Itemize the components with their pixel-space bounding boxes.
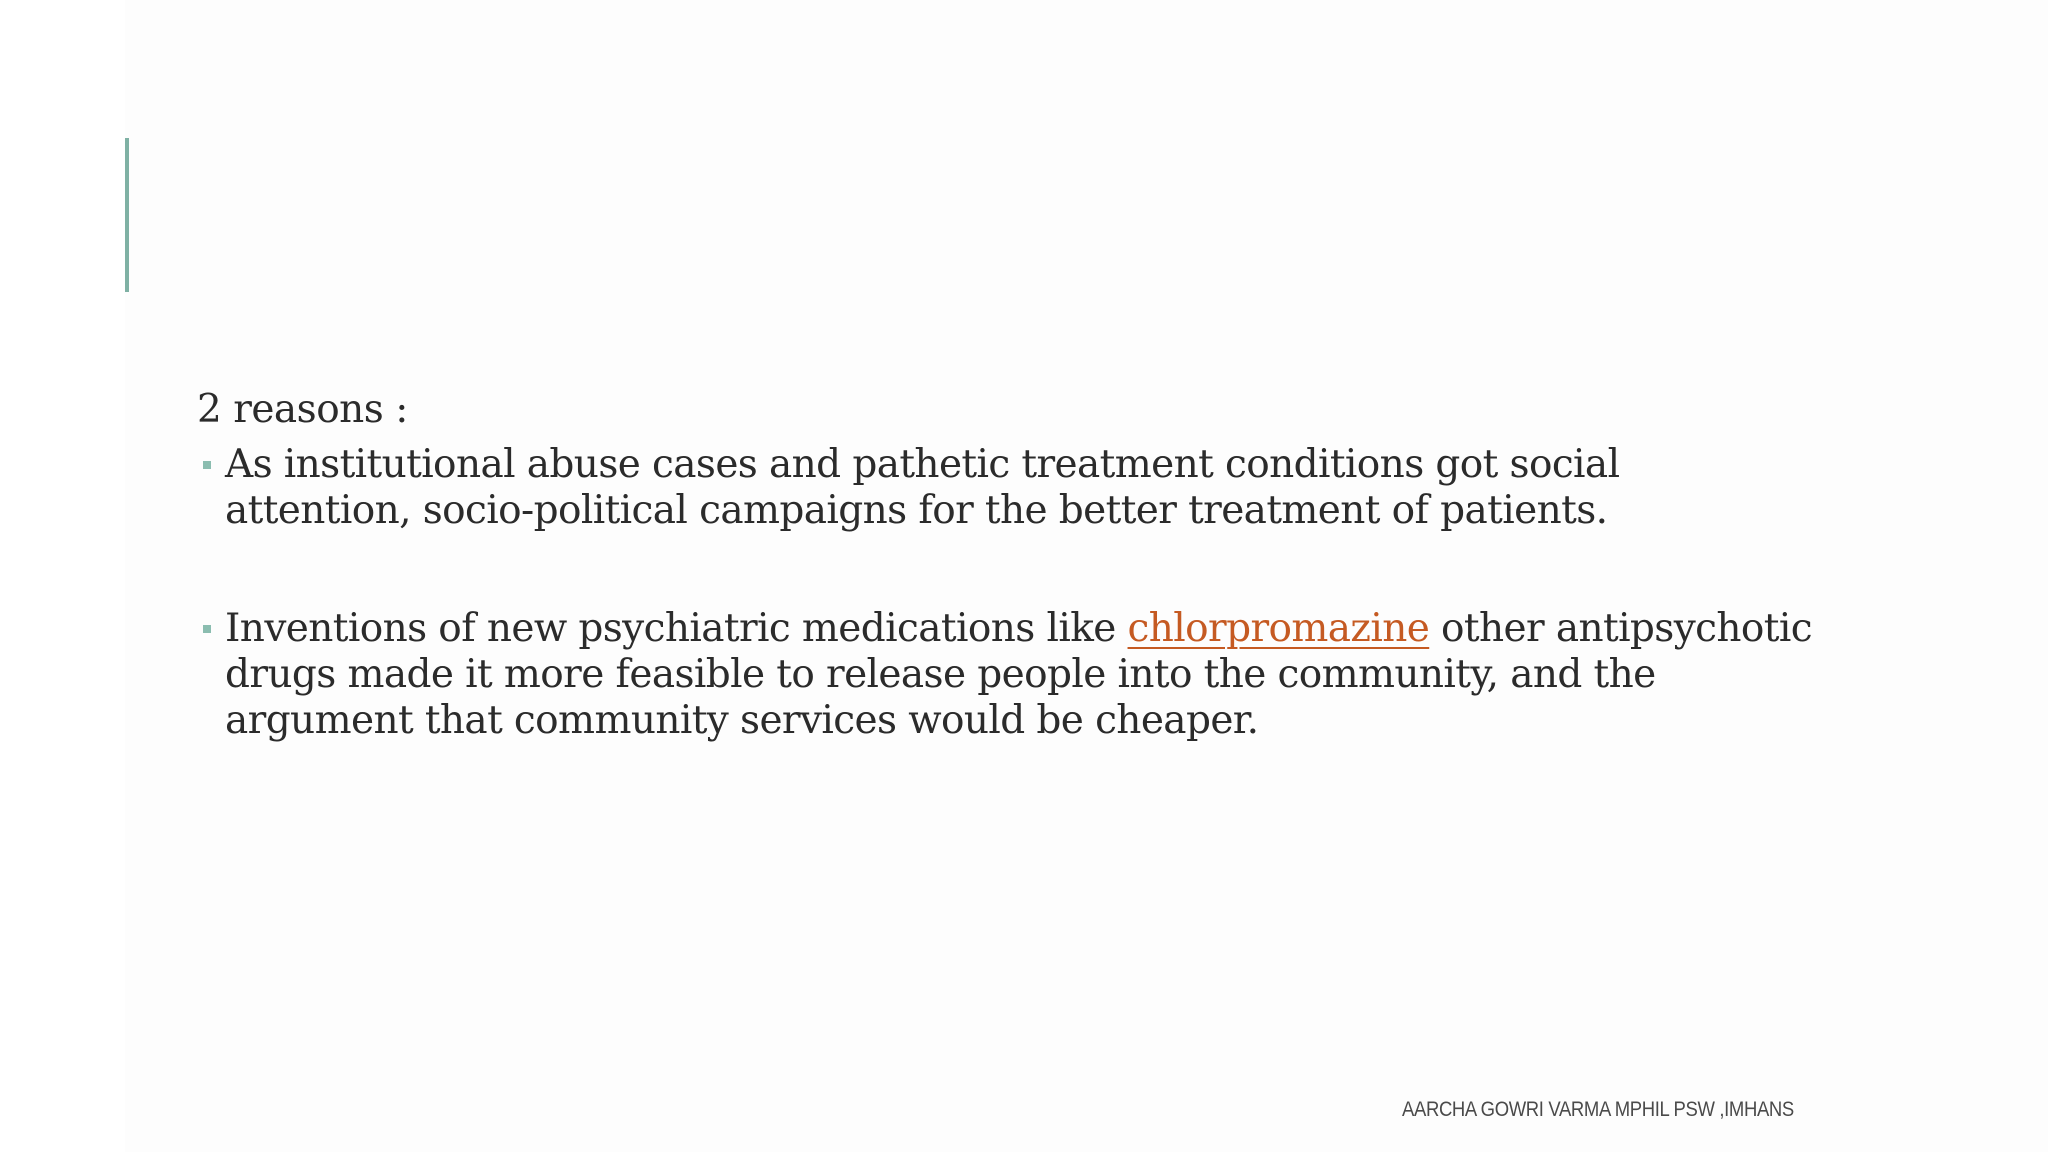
bullet-square-icon [203, 461, 211, 469]
bullet-square-icon [203, 625, 211, 633]
bullet-text: As institutional abuse cases and pathetic treatment conditions got social attention, socio-political campaigns for the better treatment of patients. [225, 442, 1620, 533]
bullet-text-after: other antipsychotic drugs made it more feasible to release people into the community, and the argument that community services would be cheaper. [225, 606, 1812, 743]
bullet-text-before: Inventions of new psychiatric medications like [225, 606, 1128, 651]
bullet-item-1 [197, 442, 1817, 534]
footer-author: AARCHA GOWRI VARMA MPHIL PSW ,IMHANS [1402, 1098, 1794, 1121]
slide-body [197, 384, 1817, 744]
chlorpromazine-link[interactable]: chlorpromazine [1127, 606, 1430, 651]
accent-bar [125, 138, 129, 292]
bullet-item-2 [197, 606, 1817, 744]
intro-text: 2 reasons : [197, 387, 408, 432]
